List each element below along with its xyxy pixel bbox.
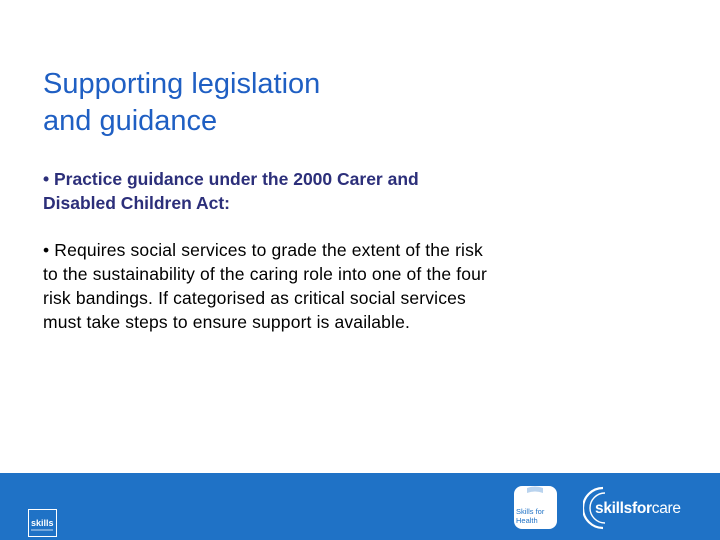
bullet1-line-1: • Practice guidance under the 2000 Carer and bbox=[43, 169, 419, 189]
sfc-text-care: care bbox=[651, 500, 681, 517]
skills-for-health-logo bbox=[513, 485, 558, 530]
bullet2-line-1: • Requires social services to grade the extent of the risk bbox=[43, 240, 483, 260]
sfh-text-line1: Skills for bbox=[516, 507, 545, 516]
slide-body bbox=[43, 167, 563, 334]
sfc-text-skillsfor: skillsfor bbox=[595, 500, 652, 517]
bullet2-line-4: must take steps to ensure support is available. bbox=[43, 312, 410, 332]
skills-for-care-logo bbox=[583, 480, 715, 534]
title-line-1: Supporting legislation bbox=[43, 68, 321, 100]
skills-logo-text: skills bbox=[31, 518, 54, 528]
bullet-requires-social-services bbox=[43, 238, 563, 334]
svg-text:skillsforcare bbox=[595, 500, 681, 517]
bullet-practice-guidance bbox=[43, 167, 563, 215]
bullet2-line-2: to the sustainability of the caring role into one of the four bbox=[43, 264, 488, 284]
title-line-2: and guidance bbox=[43, 105, 218, 137]
bullet1-line-2: Disabled Children Act: bbox=[43, 193, 231, 213]
slide-title bbox=[43, 66, 643, 140]
skills-logo-small bbox=[28, 509, 57, 537]
bullet2-line-3: risk bandings. If categorised as critical social services bbox=[43, 288, 466, 308]
sfh-text-line2: Health bbox=[516, 516, 538, 525]
